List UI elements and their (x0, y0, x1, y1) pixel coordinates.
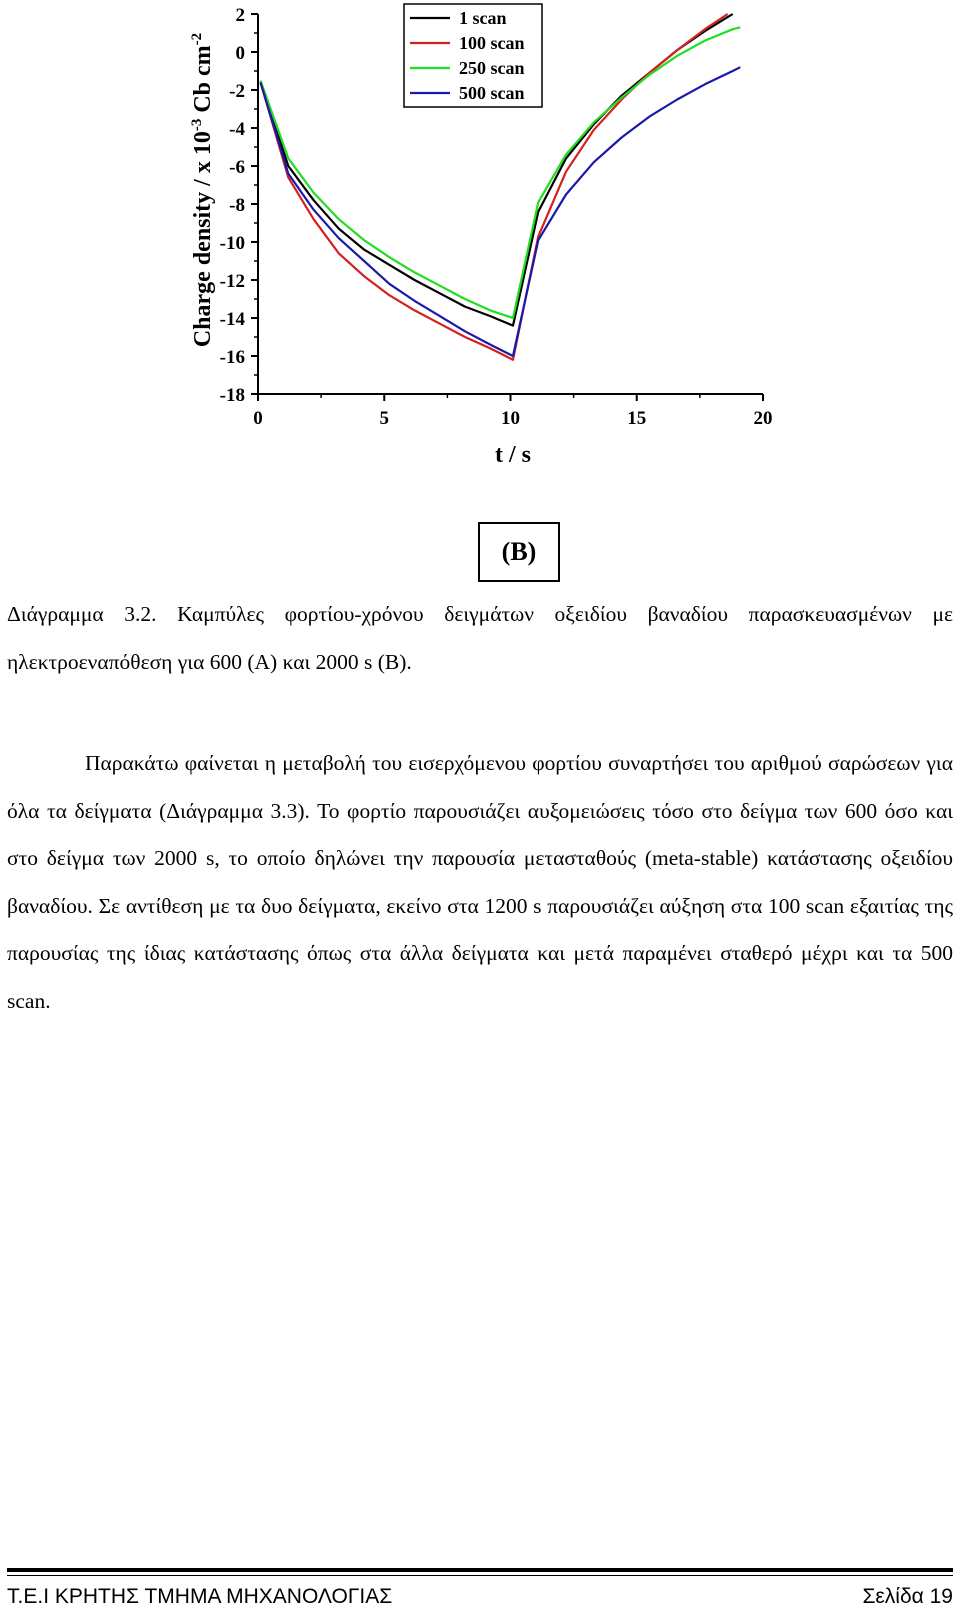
y-tick-label: 2 (235, 5, 245, 26)
legend-label: 250 scan (459, 58, 525, 78)
x-tick-label: 15 (627, 408, 647, 429)
body-paragraph: Παρακάτω φαίνεται η μεταβολή του εισερχόμενου φορτίου συναρτήσει του αριθμού σαρώσεων για όλα τα δείγματα (Διάγραμμα 3.3). Το φορτίο παρουσιάζει αυξομειώσεις τόσο στο δείγμα των 600 όσο και στο δείγμα των 2000 s, το οποίο δηλώνει την παρουσία μετασταθούς (meta-stable) κατάστασης οξειδίου βαναδίου. Σε αντίθεση με τα δυο δείγματα, εκείνο στα 1200 s παρουσιάζει αύξηση στα 100 scan εξαιτίας της παρουσίας της ίδιας κατάστασης όπως στα άλλα δείγματα και μετά παραμένει σταθερό μέχρι και τα 500 scan. (7, 751, 953, 1013)
legend-label: 1 scan (459, 8, 507, 28)
y-tick-label: -8 (229, 195, 245, 216)
y-tick-label: -18 (219, 385, 245, 406)
footer-rule-thick (7, 1568, 953, 1572)
x-axis-label: t / s (495, 442, 531, 468)
y-axis-label (189, 33, 216, 347)
y-tick-label: -2 (229, 81, 245, 102)
y-axis-label-main: Charge density / x 10 (190, 131, 216, 348)
footer-page-number: Σελίδα 19 (862, 1584, 953, 1608)
figure-caption: Διάγραμμα 3.2. Καμπύλες φορτίου-χρόνου δειγμάτων οξειδίου βαναδίου παρασκευασμένων με ηλεκτροεναπόθεση για 600 (A) και 2000 s (B). (7, 602, 953, 674)
footer-institution: Τ.Ε.Ι ΚΡΗΤΗΣ ΤΜΗΜΑ ΜΗΧΑΝΟΛΟΓΙΑΣ (7, 1584, 393, 1608)
y-axis-label-unit: Cb cm (190, 45, 216, 119)
y-axis-label-exp1: -3 (189, 118, 205, 132)
legend-label: 100 scan (459, 33, 525, 53)
x-tick-label: 20 (753, 408, 773, 429)
y-tick-label: -4 (229, 119, 245, 140)
y-tick-label: -6 (229, 157, 245, 178)
y-tick-label: -16 (219, 347, 245, 368)
page-footer (7, 1583, 953, 1610)
x-tick-label: 5 (379, 408, 389, 429)
y-axis-label-exp2: -2 (189, 32, 205, 46)
y-tick-label: -14 (219, 309, 245, 330)
chart-legend (404, 4, 542, 107)
legend-label: 500 scan (459, 83, 525, 103)
panel-label: (B) (478, 522, 560, 582)
x-tick-label: 0 (253, 408, 263, 429)
y-tick-label: -12 (219, 271, 245, 292)
y-tick-label: -10 (219, 233, 245, 254)
x-tick-label: 10 (501, 408, 520, 429)
charge-time-chart (0, 0, 960, 480)
footer-rule-thin (7, 1575, 953, 1576)
y-tick-label: 0 (235, 43, 245, 64)
